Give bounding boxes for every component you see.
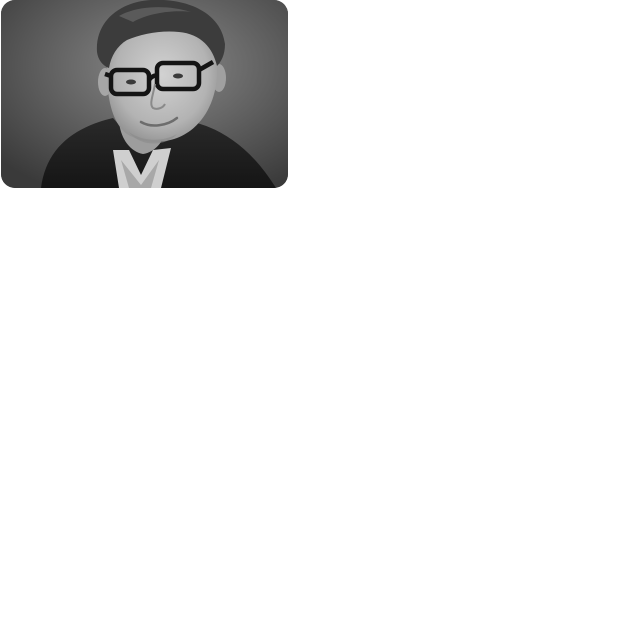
portrait-photo (1, 0, 288, 188)
left-eye (126, 80, 136, 85)
portrait-illustration (1, 0, 288, 188)
glasses-left-arm (105, 74, 111, 76)
right-eye (173, 74, 183, 79)
